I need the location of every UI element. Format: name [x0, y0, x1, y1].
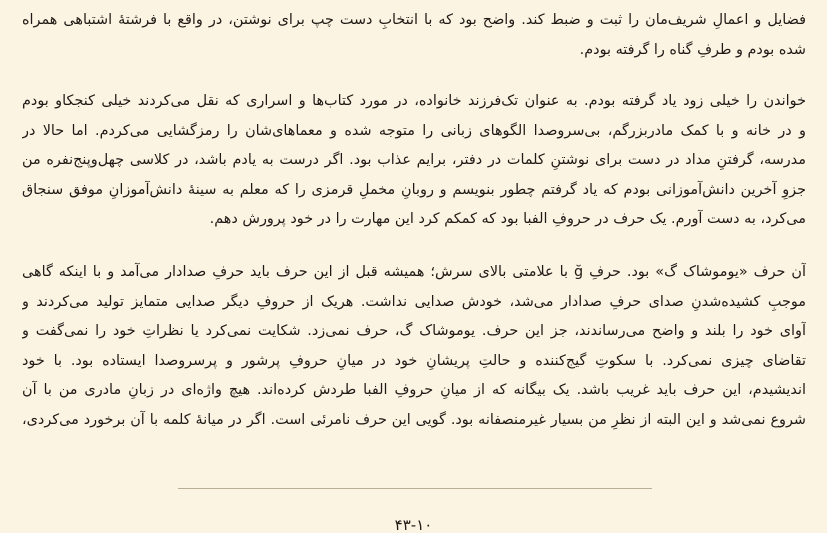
- text-line: جزوِ آخرین دانش‌آموزانی بودم که یاد گرفتم چطور بنویسم و روبانِ مخملِ قرمزی را که معلم به سینهٔ دانش‌آموزانِ موفق سنجاق: [22, 181, 806, 198]
- text-line: آوای خود را بلند و واضح می‌رساندند، جز این حرف. یوموشاک گ، حرف نمی‌زد. شکایت نمی‌کرد یا نظراتِ خود را نمی‌گفت و: [22, 323, 806, 340]
- text-line: و در خانه و با کمک مادربزرگم، بی‌سروصدا الگوهای زبانی را متوجه شده و معماهای‌شان را رمزگشایی می‌کردم. اما حالا در: [22, 122, 806, 139]
- text-line: تقاضای چیزی نمی‌کرد. با سکوتِ گیج‌کننده و حالتِ پریشانِ خود در میانِ حروفِ پرشور و پرسروصدا ایستاده بود. با خود: [22, 352, 806, 369]
- text-line: فضایل و اعمالِ شریف‌مان را ثبت و ضبط کند. واضح بود که با انتخابِ دست چپ برای نوشتن، در واقع با فرشتهٔ اشتباهی همراه: [22, 12, 806, 28]
- text-line: مدرسه، گرفتنِ مداد در دست برای نوشتنِ کلمات در دفتر، برایم عذاب بود. اگر درست به یادم باشد، در کلاسی چهل‌وپنج‌نفره من: [22, 152, 806, 168]
- text-line: خواندن را خیلی زود یاد گرفته بودم. به عنوان تک‌فرزند خانواده، در مورد کتاب‌ها و اسراری که نقل می‌کردند خیلی کنجکاو بودم: [22, 93, 806, 109]
- footer-divider: [178, 488, 652, 489]
- text-line: آن حرف «یوموشاک گ» بود. حرفِ ğ با علامتی بالای سرش؛ همیشه قبل از این حرف باید حرفِ صدادار می‌آمد و با اینکه گاهی: [22, 264, 806, 280]
- text-line: می‌کرد، به دست آورم. یک حرف در حروفِ الفبا بود که کمکم کرد این مهارت را در خود پرورش دهم.: [209, 211, 806, 227]
- text-line: شده بودم و طرفِ گناه را گرفته بودم.: [579, 42, 806, 58]
- text-line: موجبِ کشیده‌شدنِ صدای حرفِ صدادار می‌شد، خودش صدایی نداشت. هریک از حروفِ دیگر صدایی متمایز تولید می‌کردند و: [22, 293, 806, 310]
- text-line: شروع نمی‌شد و این البته از نظرِ من بسیار غیرمنصفانه بود. گویی این حرف نامرئی است. اگر در میانهٔ کلمه با آن برخورد می‌کردی،: [22, 412, 806, 428]
- page-number: ۴۳-۱۰: [394, 516, 433, 533]
- text-line: اندیشیدم، این حرف باید غریب باشد. یک بیگانه که از میانِ حروفِ الفبا طردش کرده‌اند. هیچ واژه‌ای در زبانِ مادری من با آن: [22, 382, 806, 399]
